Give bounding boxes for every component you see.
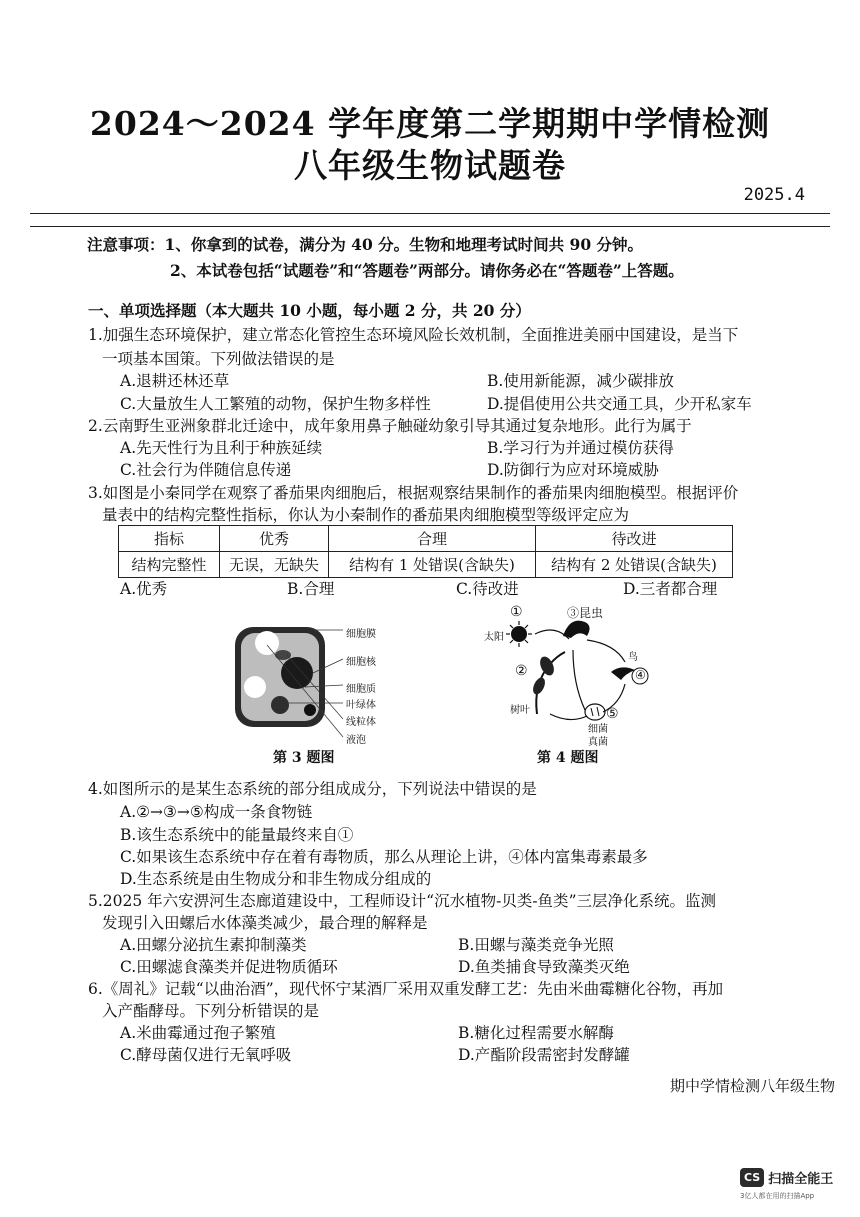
q3-option-c: C.待改进 bbox=[456, 580, 519, 598]
q1-stem-2: 一项基本国策。下列做法错误的是 bbox=[102, 350, 335, 368]
label-mitochondria: 线粒体 bbox=[346, 717, 376, 728]
vacuole-spot bbox=[244, 676, 266, 698]
section-title: 一、单项选择题（本大题共 10 小题，每小题 2 分，共 20 分） bbox=[88, 301, 531, 320]
divider-bottom bbox=[30, 226, 830, 227]
table-header-row bbox=[119, 526, 733, 552]
marker-4-label: ④ bbox=[635, 668, 646, 682]
camscanner-logo-icon: CS bbox=[740, 1168, 764, 1187]
table-row bbox=[119, 552, 733, 578]
evaluation-table bbox=[118, 525, 733, 578]
label-bacteria: 细菌 bbox=[588, 724, 608, 735]
figure-4-caption: 第 4 题图 bbox=[537, 750, 599, 766]
q5-option-c: C.田螺滤食藻类并促进物质循环 bbox=[120, 958, 338, 976]
page-title: 2024～2024 学年度第二学期期中学情检测 bbox=[89, 104, 771, 143]
q2-option-c: C.社会行为伴随信息传递 bbox=[120, 461, 292, 479]
label-cell-membrane: 细胞膜 bbox=[346, 629, 376, 640]
label-fungi: 真菌 bbox=[588, 737, 608, 748]
q1-option-d: D.提倡使用公共交通工具，少开私家车 bbox=[487, 395, 752, 413]
q2-option-a: A.先天性行为且利于种族延续 bbox=[120, 439, 323, 457]
q4-option-c: C.如果该生态系统中存在着有毒物质，那么从理论上讲，④体内富集毒素最多 bbox=[120, 848, 648, 866]
q4-option-a: A.②→③→⑤构成一条食物链 bbox=[120, 803, 313, 821]
table-cell: 结构完整性 bbox=[119, 552, 220, 578]
label-chloroplast: 叶绿体 bbox=[346, 700, 376, 711]
arrow-insect-to-bird bbox=[587, 640, 625, 662]
q2-option-b: B.学习行为并通过模仿获得 bbox=[487, 439, 674, 457]
notice-line-1: 注意事项：1、你拿到的试卷，满分为 40 分。生物和地理考试时间共 90 分钟。 bbox=[87, 235, 644, 254]
q5-option-d: D.鱼类捕食导致藻类灭绝 bbox=[458, 958, 630, 976]
q6-stem-2: 入产酯酵母。下列分析错误的是 bbox=[102, 1002, 320, 1020]
label-sun: 太阳 bbox=[484, 632, 504, 643]
fungi-icon bbox=[585, 704, 605, 720]
q6-option-a: A.米曲霉通过孢子繁殖 bbox=[120, 1024, 276, 1042]
bird-icon bbox=[611, 667, 635, 680]
q6-option-c: C.酵母菌仅进行无氧呼吸 bbox=[120, 1046, 292, 1064]
chloroplast-shape bbox=[271, 696, 289, 714]
page-subtitle: 八年级生物试题卷 bbox=[294, 146, 566, 185]
q4-option-b: B.该生态系统中的能量最终来自① bbox=[120, 826, 354, 844]
vacuole-spot bbox=[255, 631, 279, 655]
q6-option-b: B.糖化过程需要水解酶 bbox=[458, 1024, 614, 1042]
q3-stem-1: 3.如图是小秦同学在观察了番茄果肉细胞后，根据观察结果制作的番茄果肉细胞模型。根据评价 bbox=[88, 484, 739, 502]
marker-2: ② bbox=[515, 663, 528, 679]
tree-icon bbox=[531, 652, 565, 714]
label-insect: ③昆虫 bbox=[567, 606, 604, 620]
label-nucleus: 细胞核 bbox=[346, 657, 376, 668]
watermark-tagline: 3亿人都在用的扫描App bbox=[740, 1192, 815, 1200]
q3-option-b: B.合理 bbox=[287, 580, 335, 598]
table-header-cell: 待改进 bbox=[536, 526, 733, 552]
label-tree: 树叶 bbox=[510, 705, 530, 716]
marker-5: ⑤ bbox=[606, 706, 619, 722]
q3-option-d: D.三者都合理 bbox=[623, 580, 718, 598]
label-vacuole: 液泡 bbox=[346, 735, 366, 746]
q4-option-d: D.生态系统是由生物成分和非生物成分组成的 bbox=[120, 870, 432, 888]
arrow-fungi-cycle bbox=[573, 650, 585, 710]
q5-stem-1: 5.2025 年六安淠河生态廊道建设中，工程师设计“沉水植物-贝类-鱼类”三层净化系统。监测 bbox=[88, 892, 716, 910]
table-cell: 结构有 1 处错误(含缺失) bbox=[329, 552, 536, 578]
marker-1: ① bbox=[510, 604, 523, 620]
q2-option-d: D.防御行为应对环境威胁 bbox=[487, 461, 659, 479]
notice-line-2: 2、本试卷包括“试题卷”和“答题卷”两部分。请你务必在“答题卷”上答题。 bbox=[170, 261, 684, 280]
q1-stem-1: 1.加强生态环境保护，建立常态化管控生态环境风险长效机制，全面推进美丽中国建设，是当下 bbox=[88, 326, 739, 344]
figure-3-caption: 第 3 题图 bbox=[273, 750, 335, 766]
insect-icon bbox=[563, 621, 590, 638]
table-cell: 结构有 2 处错误(含缺失) bbox=[536, 552, 733, 578]
q5-option-a: A.田螺分泌抗生素抑制藻类 bbox=[120, 936, 307, 954]
q1-option-b: B.使用新能源，减少碳排放 bbox=[487, 372, 674, 390]
watermark-name: 扫描全能王 bbox=[768, 1172, 834, 1187]
nucleus-shape bbox=[281, 657, 313, 689]
q2-stem-1: 2.云南野生亚洲象群北迁途中，成年象用鼻子触碰幼象引导其通过复杂地形。此行为属于 bbox=[88, 417, 692, 435]
sun-icon bbox=[506, 621, 532, 647]
q1-option-a: A.退耕还林还草 bbox=[120, 372, 230, 390]
chloroplast-shape bbox=[304, 704, 316, 716]
page-footer: 期中学情检测八年级生物 bbox=[669, 1077, 835, 1095]
arrow-tree-to-fungi bbox=[550, 714, 587, 720]
table-header-cell: 指标 bbox=[119, 526, 220, 552]
q5-stem-2: 发现引入田螺后水体藻类减少，最合理的解释是 bbox=[102, 914, 428, 932]
table-header-cell: 优秀 bbox=[220, 526, 329, 552]
mitochondrion-shape bbox=[275, 650, 291, 660]
q4-stem-1: 4.如图所示的是某生态系统的部分组成成分，下列说法中错误的是 bbox=[88, 780, 537, 798]
q3-option-a: A.优秀 bbox=[120, 580, 168, 598]
q6-option-d: D.产酯阶段需密封发酵罐 bbox=[458, 1046, 630, 1064]
table-header-cell: 合理 bbox=[329, 526, 536, 552]
exam-date: 2025.4 bbox=[743, 185, 805, 205]
label-cytoplasm: 细胞质 bbox=[346, 684, 376, 695]
scanner-watermark bbox=[740, 1168, 833, 1201]
q6-stem-1: 6.《周礼》记载“以曲治酒”，现代怀宁某酒厂采用双重发酵工艺：先由米曲霉糖化谷物，再加 bbox=[88, 980, 724, 998]
q1-option-c: C.大量放生人工繁殖的动物，保护生物多样性 bbox=[120, 395, 431, 413]
label-bird: 鸟 bbox=[628, 652, 638, 663]
q3-stem-2: 量表中的结构完整性指标，你认为小秦制作的番茄果肉细胞模型等级评定应为 bbox=[102, 506, 630, 524]
table-cell: 无误，无缺失 bbox=[220, 552, 329, 578]
q5-option-b: B.田螺与藻类竞争光照 bbox=[458, 936, 614, 954]
divider-top bbox=[30, 213, 830, 214]
